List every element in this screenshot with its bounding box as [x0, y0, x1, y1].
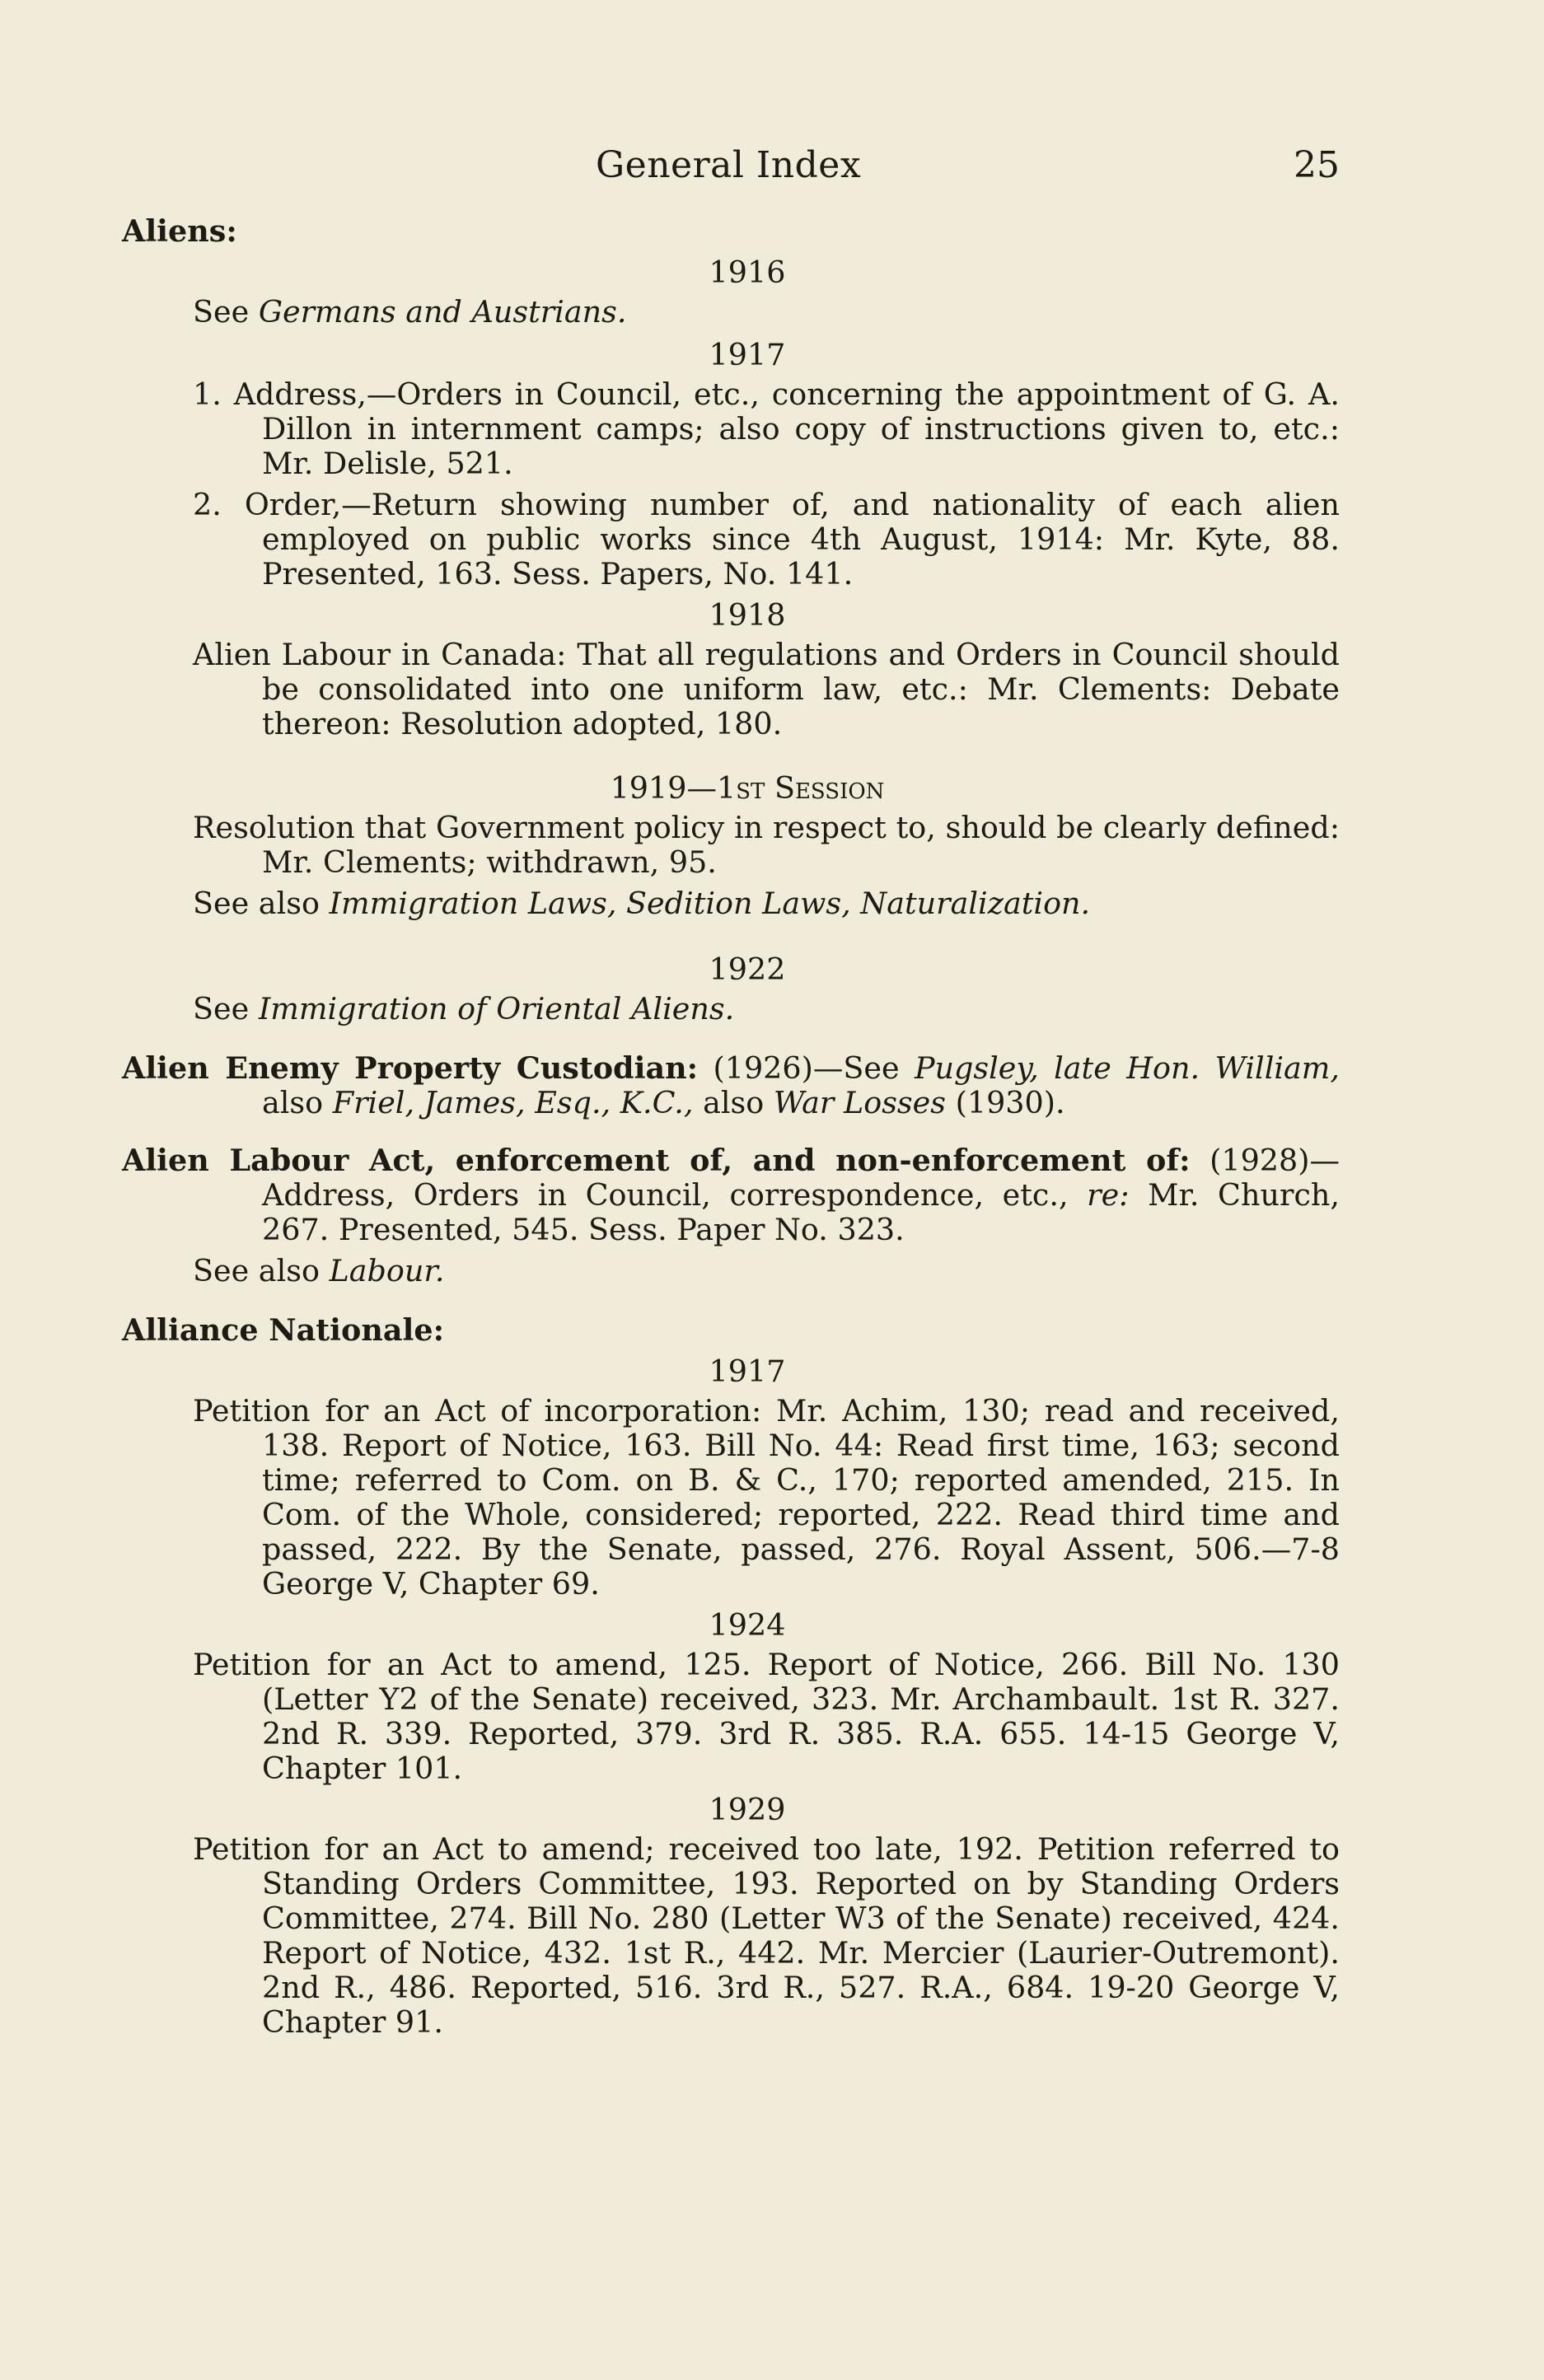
year-label: 1918 [709, 597, 786, 633]
year-label: 1919—1st Session [610, 770, 885, 806]
year-label: 1929 [709, 1792, 786, 1827]
year-label: 1922 [709, 952, 786, 987]
year-label: 1917 [709, 337, 786, 372]
entry-heading: Aliens: [122, 213, 237, 249]
index-item: Alien Labour Act, enforcement of, and non-enforcement of: (1928)—Address, Orders in Council, correspondence, etc., re: Mr. Church, 267. Presented, 545. Sess. Paper No. 323. [122, 1143, 1340, 1247]
year-label: 1917 [709, 1354, 786, 1389]
running-title: General Index [596, 144, 862, 186]
entry-alliance-nationale [122, 1313, 1340, 2040]
cross-reference: See also Labour. [193, 1253, 445, 1288]
cross-reference: See Immigration of Oriental Aliens. [193, 991, 735, 1026]
entry-aliens [122, 214, 1340, 1026]
year-label: 1924 [709, 1607, 786, 1643]
year-label: 1916 [709, 255, 786, 290]
index-item: 2. Order,—Return showing number of, and nationality of each alien employed on public works since 4th August, 1914: Mr. Kyte, 88. Presented, 163. Sess. Papers, No. 141. [193, 487, 1340, 591]
page-header [122, 144, 1340, 198]
index-item: Petition for an Act to amend; received too late, 192. Petition referred to Standing Orders Committee, 193. Reported on by Standing Orders Committee, 274. Bill No. 280 (Letter W3 of the Senate) received, 424. Report of Notice, 432. 1st R., 442. Mr. Mercier (Laurier-Outremont). 2nd R., 486. Reported, 516. 3rd R., 527. R.A., 684. 19-20 George V, Chapter 91. [193, 1831, 1340, 2040]
index-item: Petition for an Act of incorporation: Mr. Achim, 130; read and received, 138. Report of Notice, 163. Bill No. 44: Read first time, 163; second time; referred to Com. on B. & C., 170; reported amended, 215. In Com. of the Whole, considered; reported, 222. Read third time and passed, 222. By the Senate, passed, 276. Royal Assent, 506.—7-8 George V, Chapter 69. [193, 1393, 1340, 1601]
entry-alien-enemy-property-custodian: Alien Enemy Property Custodian: (1926)—See Pugsley, late Hon. William, also Friel, James, Esq., K.C., also War Losses (1930). [122, 1050, 1340, 1120]
index-item: Resolution that Government policy in respect to, should be clearly defined: Mr. Clements; withdrawn, 95. [193, 810, 1340, 880]
cross-reference: See also Immigration Laws, Sedition Laws, Naturalization. [193, 886, 1091, 921]
index-item: 1. Address,—Orders in Council, etc., concerning the appointment of G. A. Dillon in internment camps; also copy of instructions given to, etc.: Mr. Delisle, 521. [193, 376, 1340, 481]
page-number: 25 [1294, 144, 1340, 186]
index-item: Alien Labour in Canada: That all regulations and Orders in Council should be consolidated into one uniform law, etc.: Mr. Clements: Debate thereon: Resolution adopted, 180. [193, 637, 1340, 741]
entry-heading: Alliance Nationale: [122, 1312, 445, 1348]
cross-reference: See Germans and Austrians. [193, 294, 627, 330]
index-item: Petition for an Act to amend, 125. Report of Notice, 266. Bill No. 130 (Letter Y2 of the Senate) received, 323. Mr. Archambault. 1st R. 327. 2nd R. 339. Reported, 379. 3rd R. 385. R.A. 655. 14-15 George V, Chapter 101. [193, 1647, 1340, 1786]
entry-alien-labour-act [122, 1143, 1340, 1288]
